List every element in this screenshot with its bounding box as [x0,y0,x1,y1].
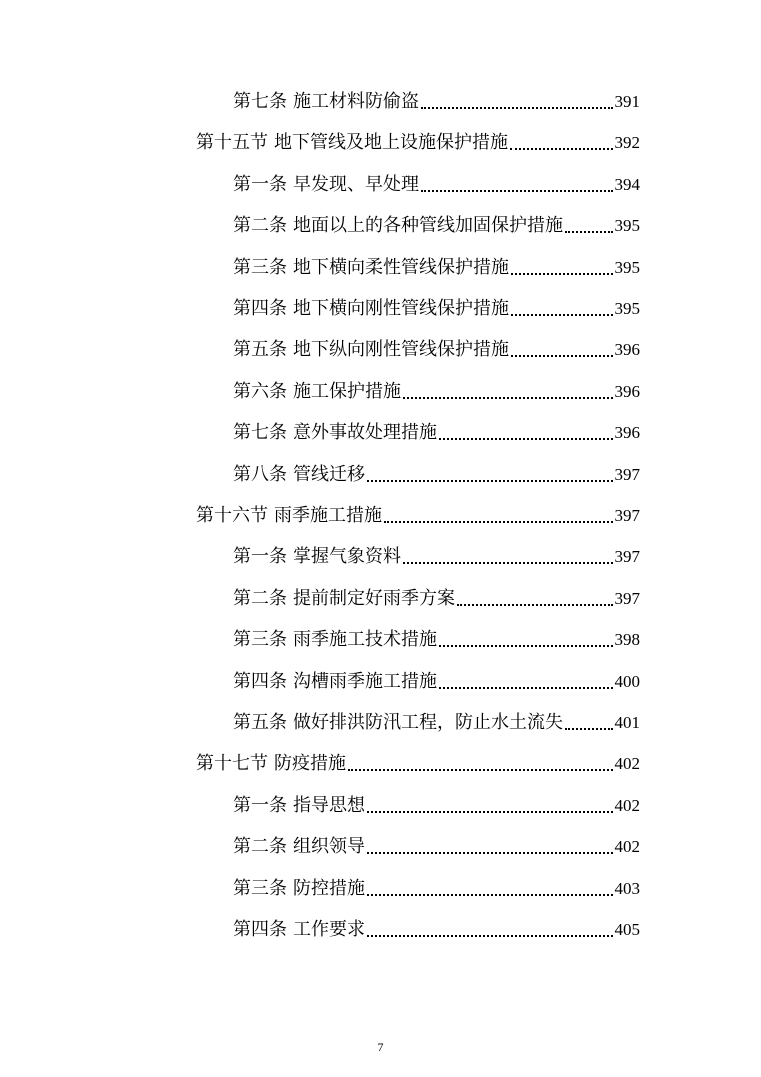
toc-dot-leader [439,645,613,647]
toc-entry-title: 防疫措施 [274,753,346,775]
toc-entry-title: 工作要求 [293,919,365,940]
toc-entry-title: 意外事故处理措施 [293,422,437,444]
toc-article-entry[interactable] [233,89,640,115]
toc-dot-leader [511,314,613,316]
toc-dot-leader [367,935,613,937]
toc-entry-page: 394 [614,174,640,194]
toc-entry-title: 雨季施工措施 [274,505,382,526]
toc-entry-page: 403 [614,878,640,898]
toc-dot-leader [421,107,613,109]
toc-dot-leader [510,148,613,150]
page-number: 7 [377,1040,384,1054]
toc-entry-title: 防控措施 [293,877,365,899]
toc-article-entry[interactable] [233,793,640,819]
toc-entry-number: 第三条 [233,877,287,899]
toc-entry-title: 组织领导 [293,836,365,858]
toc-article-entry[interactable] [233,337,640,363]
toc-entry-number: 第一条 [233,794,287,816]
toc-entry-page: 397 [614,588,640,608]
toc-article-entry[interactable] [233,627,640,653]
toc-dot-leader [367,852,613,854]
toc-entry-title: 早发现、早处理 [293,173,419,195]
toc-section-entry[interactable] [196,751,640,777]
toc-article-entry[interactable] [233,255,640,281]
toc-entry-number: 第三条 [233,629,287,651]
toc-entry-number: 第一条 [233,546,287,568]
toc-entry-number: 第四条 [233,919,287,940]
toc-article-entry[interactable] [233,172,640,198]
toc-article-entry[interactable] [233,710,640,736]
toc-dot-leader [348,769,613,771]
toc-entry-page: 396 [614,381,640,401]
toc-entry-title: 施工保护措施 [293,380,401,402]
toc-entry-number: 第十五节 [196,132,268,154]
toc-dot-leader [384,521,613,523]
toc-entry-page: 402 [614,837,640,857]
toc-dot-leader [421,190,613,192]
toc-entry-page: 395 [614,257,640,277]
toc-entry-page: 395 [614,299,640,318]
toc-article-entry[interactable] [233,213,640,239]
toc-entry-number: 第二条 [233,587,287,609]
toc-entry-number: 第五条 [233,339,287,361]
toc-section-entry[interactable] [196,503,640,529]
toc-dot-leader [457,604,613,606]
toc-entry-page: 395 [614,216,640,236]
toc-dot-leader [367,811,613,813]
toc-article-entry[interactable] [233,834,640,860]
toc-entry-page: 405 [614,920,640,939]
toc-article-entry[interactable] [233,669,640,695]
toc-entry-number: 第一条 [233,173,287,195]
toc-dot-leader [511,273,613,275]
toc-entry-number: 第七条 [233,422,287,444]
toc-entry-title: 指导思想 [293,794,365,816]
toc-entry-title: 施工材料防偷盗 [293,91,419,112]
toc-entry-title: 地下横向柔性管线保护措施 [293,256,509,278]
toc-entry-number: 第四条 [233,670,287,692]
toc-entry-number: 第十六节 [196,505,268,526]
toc-entry-title: 雨季施工技术措施 [293,629,437,651]
toc-entry-page: 396 [614,423,640,443]
toc-dot-leader [403,397,613,399]
toc-article-entry[interactable] [233,917,640,943]
toc-article-entry[interactable] [233,296,640,322]
toc-entry-page: 400 [614,671,640,691]
toc-article-entry[interactable] [233,462,640,488]
toc-entry-number: 第三条 [233,256,287,278]
toc-entry-number: 第二条 [233,836,287,858]
toc-entry-page: 402 [614,754,640,774]
toc-entry-page: 398 [614,630,640,650]
toc-article-entry[interactable] [233,544,640,570]
toc-dot-leader [367,894,613,896]
toc-entry-title: 管线迁移 [293,463,365,485]
toc-entry-page: 391 [614,92,640,111]
toc-dot-leader [511,355,613,357]
toc-article-entry[interactable] [233,420,640,446]
toc-article-entry[interactable] [233,379,640,405]
toc-entry-title: 提前制定好雨季方案 [293,587,455,609]
toc-entry-number: 第四条 [233,298,287,319]
toc-entry-title: 做好排洪防汛工程，防止水土流失 [293,712,563,733]
toc-entry-title: 掌握气象资料 [293,546,401,568]
toc-entry-page: 397 [614,547,640,567]
toc-entry-number: 第六条 [233,380,287,402]
toc-entry-page: 397 [614,464,640,484]
toc-section-entry[interactable] [196,130,640,156]
toc-entry-page: 396 [614,340,640,360]
toc-dot-leader [565,728,613,730]
toc-article-entry[interactable] [233,876,640,902]
toc-entry-title: 地面以上的各种管线加固保护措施 [293,215,563,237]
toc-dot-leader [439,687,613,689]
toc-entry-page: 392 [614,133,640,153]
toc-entry-number: 第二条 [233,215,287,237]
toc-entry-page: 402 [614,795,640,815]
toc-dot-leader [403,562,613,564]
toc-entry-title: 地下纵向刚性管线保护措施 [293,339,509,361]
toc-dot-leader [439,438,613,440]
toc-entry-number: 第八条 [233,463,287,485]
toc-entry-title: 地下横向刚性管线保护措施 [293,298,509,319]
toc-dot-leader [565,231,613,233]
toc-entry-number: 第五条 [233,712,287,733]
toc-entry-number: 第十七节 [196,753,268,775]
toc-entry-page: 401 [614,713,640,732]
toc-entry-title: 地下管线及地上设施保护措施 [274,132,508,154]
toc-article-entry[interactable] [233,586,640,612]
toc-entry-number: 第七条 [233,91,287,112]
toc-entry-title: 沟槽雨季施工措施 [293,670,437,692]
toc-entry-page: 397 [614,506,640,525]
toc-dot-leader [367,480,613,482]
